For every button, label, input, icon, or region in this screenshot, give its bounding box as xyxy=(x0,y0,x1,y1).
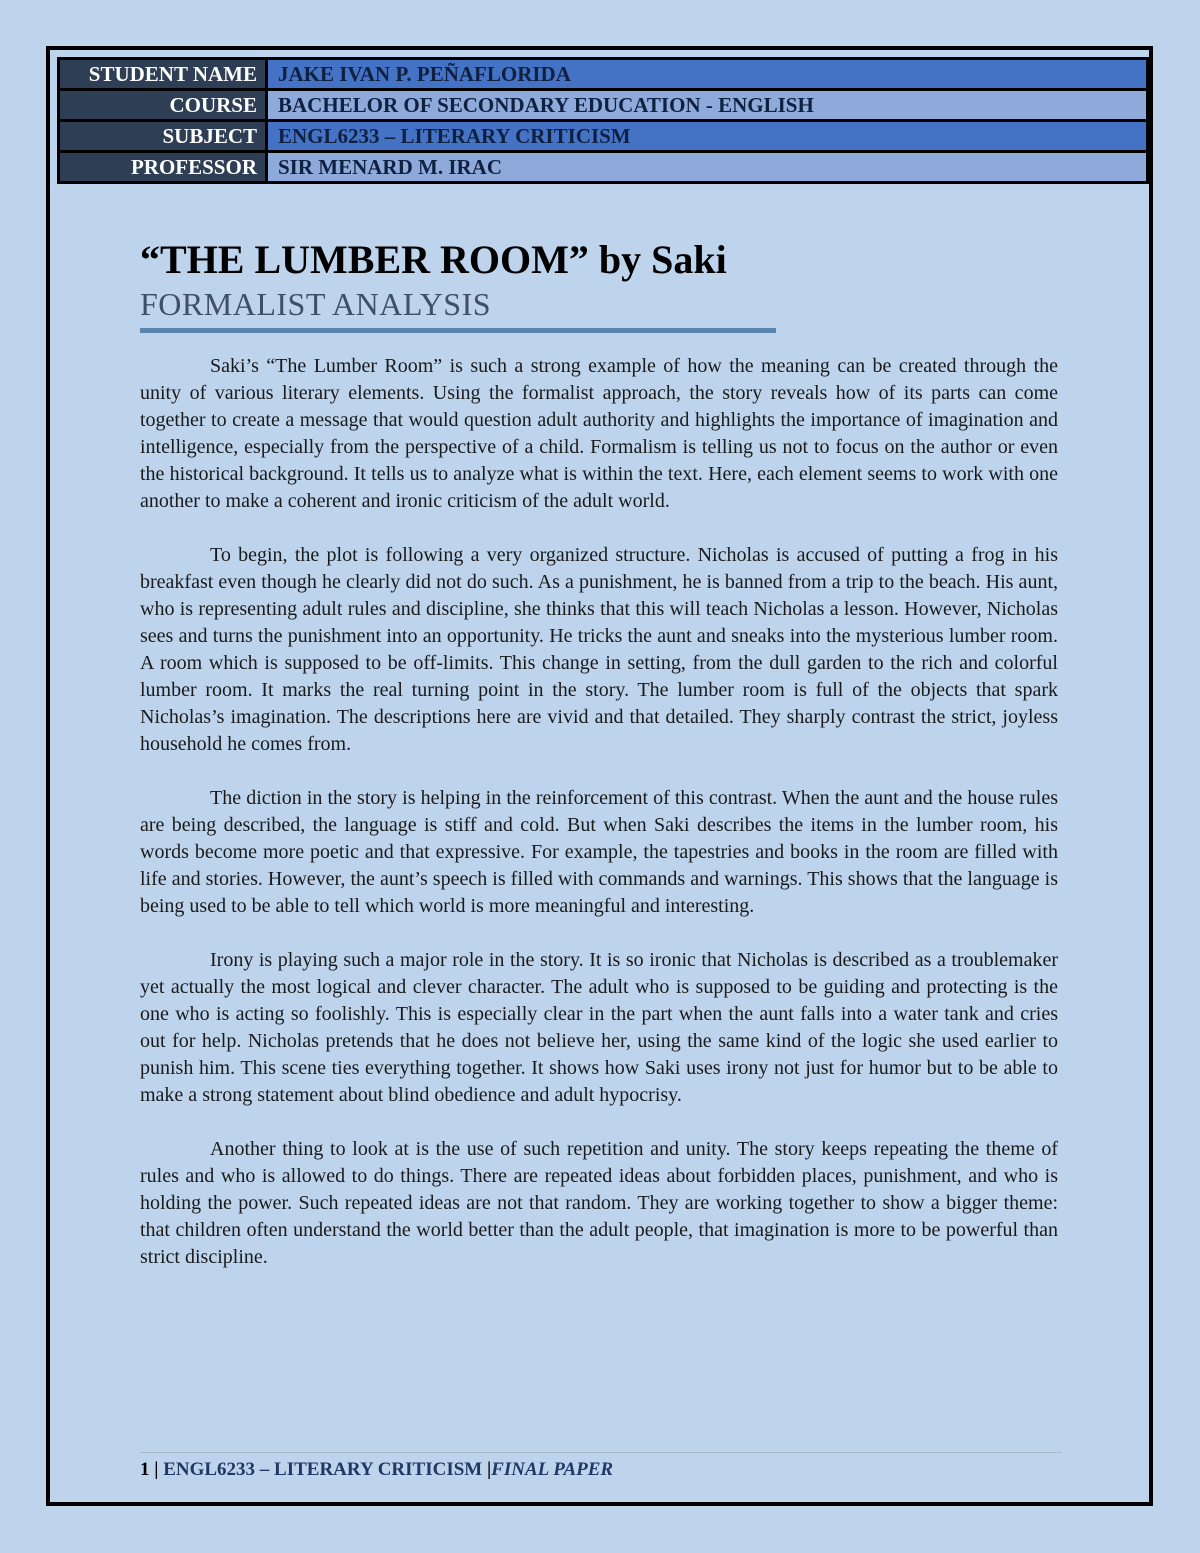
essay-body xyxy=(140,353,1058,1298)
paragraph-irony: Irony is playing such a major role in the story. It is so ironic that Nicholas is described as a troublemaker yet actually the most logical and clever character. The adult who is supposed to be guiding and protecting is the one who is acting so foolishly. This is especially clear in the part when the aunt falls into a water tank and cries out for help. Nicholas pretends that he does not believe her, using the same kind of the logic she used earlier to punish him. This scene ties everything together. It shows how Saki uses irony not just for humor but to be able to make a strong statement about blind obedience and adult hypocrisy. xyxy=(140,949,1058,1106)
title-underline xyxy=(140,328,776,333)
subject-value: ENGL6233 – LITERARY CRITICISM xyxy=(268,122,1146,150)
professor-label: PROFESSOR xyxy=(60,153,265,181)
paragraph-plot: To begin, the plot is following a very organized structure. Nicholas is accused of putting a frog in his breakfast even though he clearly did not do such. As a punishment, he is banned from a trip to the beach. His aunt, who is representing adult rules and discipline, she thinks that this will teach Nicholas a lesson. However, Nicholas sees and turns the punishment into an opportunity. He tricks the aunt and sneaks into the mysterious lumber room. A room which is supposed to be off-limits. This change in setting, from the dull garden to the rich and colorful lumber room. It marks the real turning point in the story. The lumber room is full of the objects that spark Nicholas’s imagination. The descriptions here are vivid and that detailed. They sharply contrast the strict, joyless household he comes from. xyxy=(140,544,1058,755)
footer-separator: | xyxy=(154,1459,159,1480)
course-label: COURSE xyxy=(60,91,265,119)
page-number: 1 xyxy=(140,1459,150,1480)
student-name-row xyxy=(60,60,1146,88)
subject-row xyxy=(60,122,1146,150)
professor-row xyxy=(60,153,1146,181)
paragraph-introduction: Saki’s “The Lumber Room” is such a strong example of how the meaning can be created through the unity of various literary elements. Using the formalist approach, the story reveals how of its parts can come together to create a message that would question adult authority and highlights the importance of imagination and intelligence, especially from the perspective of a child. Formalism is telling us not to focus on the author or even the historical background. It tells us to analyze what is within the text. Here, each element seems to work with one another to make a coherent and ironic criticism of the adult world. xyxy=(140,355,1058,512)
paragraph-diction: The diction in the story is helping in the reinforcement of this contrast. When the aunt and the house rules are being described, the language is stiff and cold. But when Saki describes the items in the lumber room, his words become more poetic and that expressive. For example, the tapestries and books in the room are filled with life and stories. However, the aunt’s speech is filled with commands and warnings. This shows that the language is being used to be able to tell which world is more meaningful and interesting. xyxy=(140,787,1058,917)
course-value: BACHELOR OF SECONDARY EDUCATION - ENGLISH xyxy=(268,91,1146,119)
page-footer xyxy=(140,1457,613,1483)
professor-value: SIR MENARD M. IRAC xyxy=(268,153,1146,181)
student-name-label: STUDENT NAME xyxy=(60,60,265,88)
subject-label: SUBJECT xyxy=(60,122,265,150)
footer-label: FINAL PAPER xyxy=(491,1459,614,1480)
document-title: “THE LUMBER ROOM” by Saki xyxy=(140,237,727,282)
footer-divider xyxy=(140,1452,1062,1453)
course-row xyxy=(60,91,1146,119)
student-name-value: JAKE IVAN P. PEÑAFLORIDA xyxy=(268,60,1146,88)
document-subtitle: FORMALIST ANALYSIS xyxy=(140,286,492,322)
footer-course: ENGL6233 – LITERARY CRITICISM xyxy=(163,1459,483,1480)
footer-separator-2: | xyxy=(486,1459,492,1480)
paragraph-repetition: Another thing to look at is the use of such repetition and unity. The story keeps repeating the theme of rules and who is allowed to do things. There are repeated ideas about forbidden places, punishment, and who is holding the power. Such repeated ideas are not that random. They are working together to show a bigger theme: that children often understand the world better than the adult people, that imagination is more to be powerful than strict discipline. xyxy=(140,1138,1058,1268)
student-info-table xyxy=(57,57,1149,184)
